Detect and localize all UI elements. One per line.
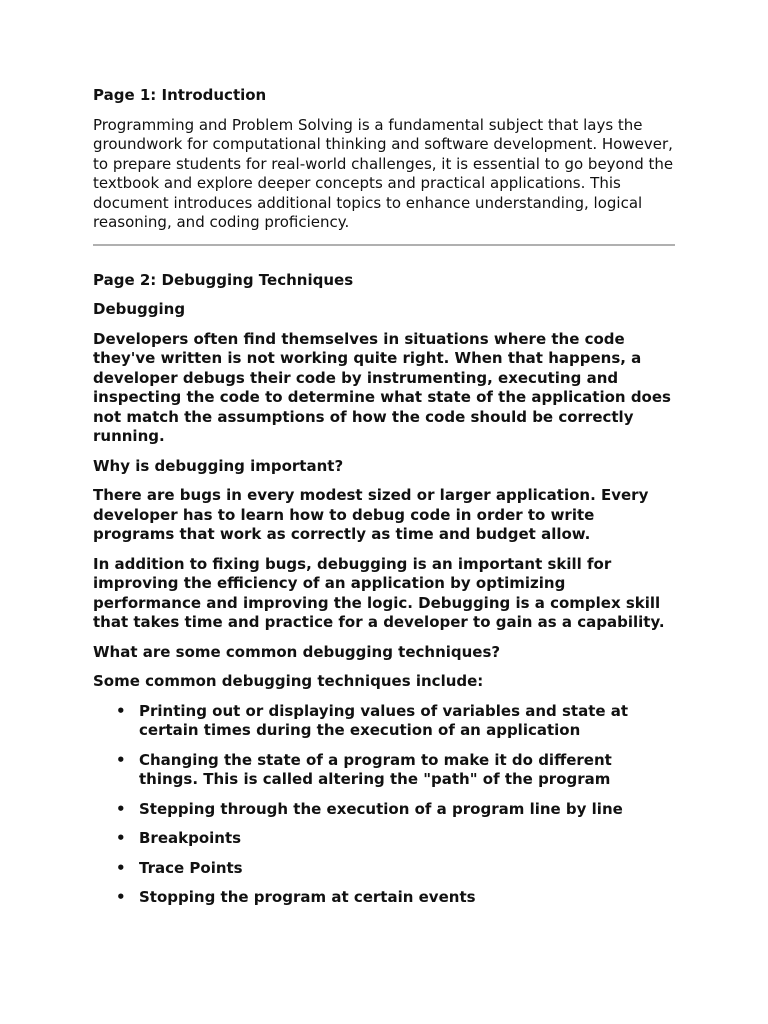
list-item-text: Stopping the program at certain events	[139, 888, 476, 906]
list-item-text: Stepping through the execution of a program line by line	[139, 799, 623, 818]
bugs-paragraph: There are bugs in every modest sized or larger application. Every developer has to learn how to debug code in order to write programs that work as correctly as time and budget allow.	[93, 486, 649, 543]
introduction-paragraph: Programming and Problem Solving is a fundamental subject that lays the groundwork for computational thinking and software development. However, to prepare students for real-world challenges, it is essential to go beyond the textbook and explore deeper concepts and practical applications. This document introduces additional topics to enhance understanding, logical reasoning, and coding proficiency.	[93, 115, 674, 231]
list-item	[93, 702, 675, 741]
bullet-icon: •	[116, 701, 126, 720]
techniques-list	[93, 702, 675, 908]
document-page	[93, 86, 675, 918]
question-common-techniques: What are some common debugging techniques?	[93, 642, 501, 661]
subheading-debugging: Debugging	[93, 300, 186, 318]
list-item-text: Trace Points	[139, 858, 243, 877]
section-divider	[93, 244, 675, 246]
list-item	[93, 800, 675, 820]
list-item-text: Breakpoints	[139, 829, 242, 847]
list-item-text: Changing the state of a program to make it do different things. This is called altering the "path" of the program	[139, 750, 612, 788]
question-why-debugging-important: Why is debugging important?	[93, 456, 344, 475]
list-item	[93, 859, 675, 879]
techniques-intro: Some common debugging techniques include:	[93, 672, 484, 690]
section-heading-introduction: Page 1: Introduction	[93, 86, 267, 104]
list-item	[93, 751, 675, 790]
debugging-definition-paragraph: Developers often find themselves in situations where the code they've written is not working quite right. When that happens, a developer debugs their code by instrumenting, executing and inspecting the code to determine what state of the application does not match the assumptions of how the code should be correctly running.	[93, 329, 671, 445]
bullet-icon: •	[116, 750, 126, 769]
list-item	[93, 829, 675, 849]
list-item-text: Printing out or displaying values of variables and state at certain times during the execution of an application	[139, 701, 629, 739]
list-item	[93, 888, 675, 908]
bullet-icon: •	[116, 888, 126, 906]
bullet-icon: •	[116, 829, 126, 847]
bullet-icon: •	[116, 799, 126, 818]
efficiency-paragraph: In addition to fixing bugs, debugging is an important skill for improving the efficiency of an application by optimizing performance and improving the logic. Debugging is a complex skill that takes time and practice for a developer to gain as a capability.	[93, 554, 665, 631]
section-heading-debugging-techniques: Page 2: Debugging Techniques	[93, 270, 354, 289]
bullet-icon: •	[116, 858, 126, 877]
